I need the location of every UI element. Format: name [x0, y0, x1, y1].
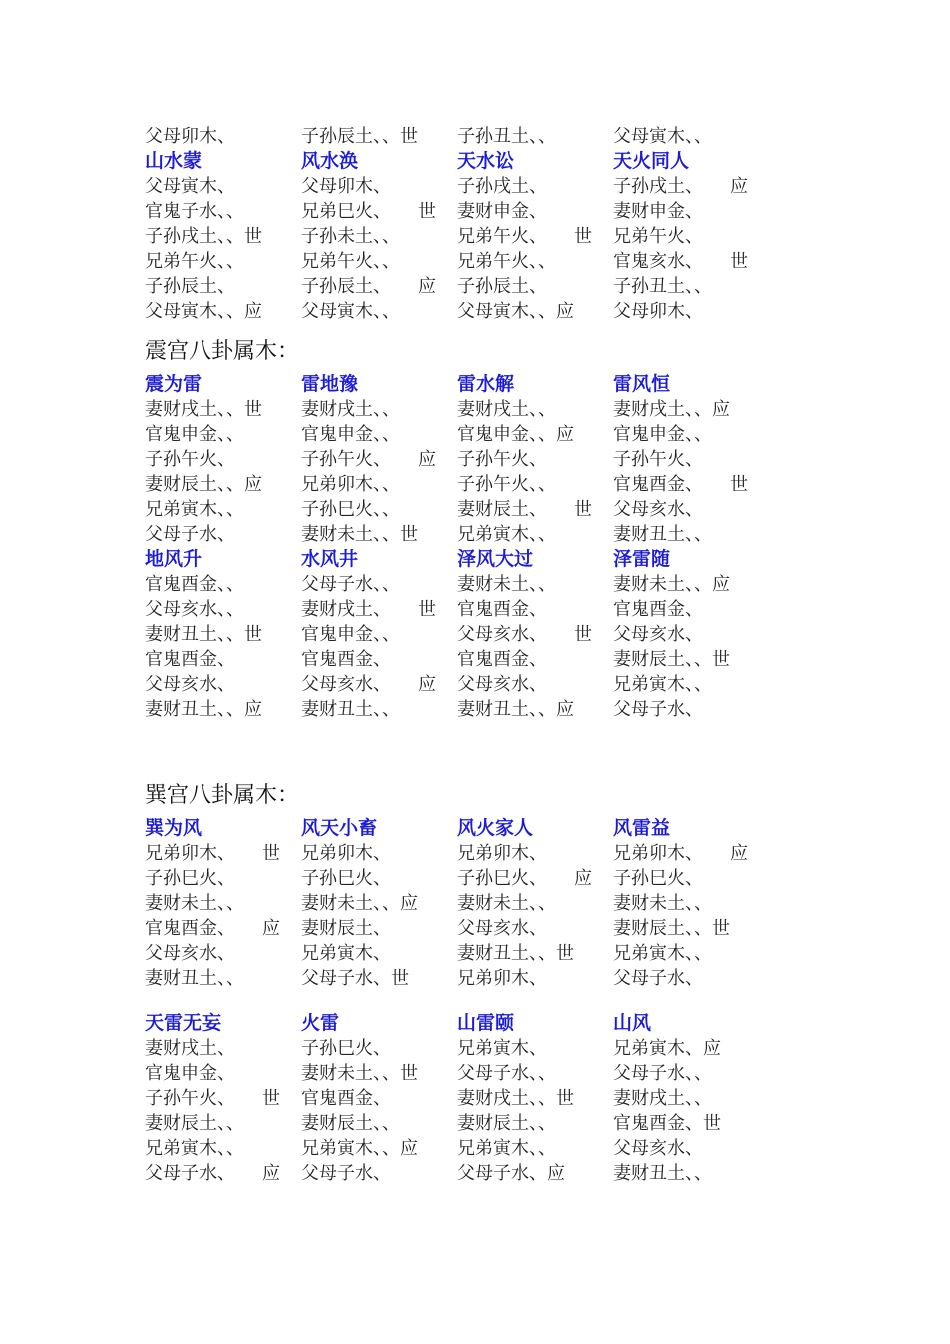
line-text: 父母子水、: [301, 1163, 391, 1184]
line-text: 子孙辰土、: [145, 276, 235, 297]
line-text: 父母卯木、: [613, 301, 703, 322]
line-text: 子孙辰土、 应: [301, 276, 436, 297]
line-text: 父母子水、、: [457, 1063, 556, 1084]
hexagram-name: 山水蒙: [145, 150, 203, 172]
line-text: 兄弟寅木、、: [457, 524, 556, 545]
line-text: 父母子水、: [613, 699, 703, 720]
hexagram-name: 山风: [613, 1012, 652, 1034]
hexagram-name: 地风升: [145, 548, 203, 570]
line-text: 兄弟午火、、: [145, 251, 244, 272]
line-text: 父母子水、、: [301, 574, 400, 595]
hexagram-name: 泽雷随: [613, 548, 671, 570]
hexagram-name: 风火家人: [457, 817, 534, 839]
line-text: 子孙戌土、: [457, 176, 547, 197]
line-text: 子孙午火、 应: [301, 449, 436, 470]
line-text: 官鬼申金、: [145, 1063, 235, 1084]
line-text: 子孙辰土、、世: [301, 126, 418, 147]
line-text: 父母亥水、: [145, 943, 235, 964]
line-text: 兄弟午火、、: [301, 251, 400, 272]
line-text: 兄弟巳火、 世: [301, 201, 436, 222]
hexagram-name: 天雷无妄: [145, 1012, 222, 1034]
hexagram-block-3: [145, 547, 785, 722]
line-text: 兄弟寅木、、应: [301, 1138, 418, 1159]
line-text: 子孙丑土、、: [457, 126, 556, 147]
line-text: 子孙辰土、: [457, 276, 547, 297]
line-text: 官鬼亥水、 世: [613, 251, 748, 272]
hexagram-name: 风水涣: [301, 150, 359, 172]
hexagram-name: 雷水解: [457, 373, 515, 395]
line-text: 妻财未土、、: [145, 893, 244, 914]
line-text: 子孙巳火、: [613, 868, 703, 889]
line-text: 兄弟午火、: [613, 226, 703, 247]
line-text: 官鬼酉金、 应: [145, 918, 280, 939]
line-text: 子孙巳火、: [301, 1038, 391, 1059]
line-text: 兄弟寅木、、: [613, 674, 712, 695]
line-text: 父母亥水、 应: [301, 674, 436, 695]
line-text: 官鬼申金、、应: [457, 424, 574, 445]
line-text: 父母卯木、: [301, 176, 391, 197]
line-text: 父母亥水、、: [145, 599, 244, 620]
line-text: 妻财未土、、世: [301, 524, 418, 545]
hexagram-name: 风天小畜: [301, 817, 378, 839]
hexagram-name: 雷地豫: [301, 373, 359, 395]
document-page: [145, 124, 785, 1186]
line-text: 兄弟午火、、: [457, 251, 556, 272]
line-text: 妻财未土、、: [457, 574, 556, 595]
line-text: 子孙戌土、 应: [613, 176, 748, 197]
line-text: 父母寅木、、: [301, 301, 400, 322]
line-text: 妻财丑土、、应: [145, 699, 262, 720]
hexagram-name: 天水讼: [457, 150, 515, 172]
line-text: 官鬼酉金、: [457, 649, 547, 670]
line-text: 妻财戌土、: [145, 1038, 235, 1059]
line-text: 父母寅木、、: [613, 126, 712, 147]
line-text: 妻财戌土、、世: [145, 399, 262, 420]
line-text: 父母亥水、: [613, 1138, 703, 1159]
hexagram-name: 火雷: [301, 1012, 340, 1034]
hexagram-name: 天火同人: [613, 150, 690, 172]
line-text: 妻财戌土、、世: [457, 1088, 574, 1109]
hexagram-block-4: [145, 816, 785, 991]
line-text: 妻财丑土、、: [301, 699, 400, 720]
line-text: 妻财未土、、应: [301, 893, 418, 914]
spacer: [145, 991, 785, 1011]
line-text: 父母子水、 应: [145, 1163, 280, 1184]
line-text: 妻财丑土、、世: [145, 624, 262, 645]
line-text: 官鬼酉金、世: [613, 1113, 721, 1134]
line-text: 父母亥水、: [613, 499, 703, 520]
line-text: 官鬼酉金、、: [145, 574, 244, 595]
line-text: 妻财辰土、、世: [613, 649, 730, 670]
line-text: 妻财申金、: [457, 201, 547, 222]
line-text: 子孙戌土、、世: [145, 226, 262, 247]
hexagram-name: 风雷益: [613, 817, 671, 839]
line-text: 官鬼酉金、: [301, 1088, 391, 1109]
line-text: 妻财辰土、: [301, 918, 391, 939]
line-text: 妻财丑土、、: [613, 1163, 712, 1184]
line-text: 妻财戌土、、: [457, 399, 556, 420]
line-text: 子孙午火、 世: [145, 1088, 280, 1109]
line-text: 兄弟寅木、应: [613, 1038, 721, 1059]
line-text: 兄弟寅木、、: [145, 1138, 244, 1159]
line-text: 兄弟寅木、、: [457, 1138, 556, 1159]
line-text: 妻财丑土、、应: [457, 699, 574, 720]
top-row: [145, 124, 785, 149]
line-text: 妻财丑土、、: [145, 968, 244, 989]
line-text: 子孙未土、、: [301, 226, 400, 247]
line-text: 妻财戌土、、: [613, 1088, 712, 1109]
hexagram-block-2: [145, 372, 785, 547]
line-text: 官鬼申金、、: [301, 424, 400, 445]
line-text: 父母亥水、: [613, 624, 703, 645]
line-text: 子孙午火、: [613, 449, 703, 470]
line-text: 父母卯木、: [145, 126, 235, 147]
line-text: 官鬼申金、、: [613, 424, 712, 445]
line-text: 子孙午火、: [457, 449, 547, 470]
line-text: 父母子水、: [145, 524, 235, 545]
line-text: 子孙巳火、: [145, 868, 235, 889]
line-text: 父母寅木、、应: [145, 301, 262, 322]
spacer: [145, 722, 785, 768]
line-text: 官鬼酉金、: [145, 649, 235, 670]
hexagram-block-1: [145, 149, 785, 324]
line-text: 子孙午火、、: [457, 474, 556, 495]
line-text: 妻财辰土、、世: [613, 918, 730, 939]
line-text: 官鬼子水、、: [145, 201, 244, 222]
line-text: 兄弟卯木、: [301, 843, 391, 864]
line-text: 妻财戌土、 世: [301, 599, 436, 620]
hexagram-name: 震为雷: [145, 373, 203, 395]
line-text: 父母亥水、: [145, 674, 235, 695]
line-text: 子孙巳火、 应: [457, 868, 592, 889]
line-text: 官鬼酉金、: [301, 649, 391, 670]
line-text: 父母寅木、: [145, 176, 235, 197]
line-text: 父母寅木、、应: [457, 301, 574, 322]
line-text: 官鬼酉金、 世: [613, 474, 748, 495]
line-text: 父母亥水、 世: [457, 624, 592, 645]
line-text: 子孙午火、: [145, 449, 235, 470]
line-text: 子孙巳火、、: [301, 499, 400, 520]
line-text: 兄弟卯木、 世: [145, 843, 280, 864]
section-heading-zhen: 震宫八卦属木：: [145, 339, 300, 364]
line-text: 兄弟寅木、: [301, 943, 391, 964]
line-text: 父母子水、: [613, 968, 703, 989]
line-text: 妻财未土、、世: [301, 1063, 418, 1084]
line-text: 父母亥水、: [457, 918, 547, 939]
hexagram-name: 雷风恒: [613, 373, 671, 395]
line-text: 妻财辰土、、: [457, 1113, 556, 1134]
line-text: 妻财丑土、、世: [457, 943, 574, 964]
line-text: 官鬼申金、、: [145, 424, 244, 445]
line-text: 妻财戌土、、应: [613, 399, 730, 420]
hexagram-name: 巽为风: [145, 817, 203, 839]
hexagram-name: 山雷颐: [457, 1012, 515, 1034]
line-text: 父母子水、应: [457, 1163, 565, 1184]
line-text: 妻财辰土、 世: [457, 499, 592, 520]
line-text: 妻财申金、: [613, 201, 703, 222]
hexagram-name: 水风井: [301, 548, 359, 570]
line-text: 官鬼酉金、: [457, 599, 547, 620]
line-text: 妻财辰土、、应: [145, 474, 262, 495]
line-text: 父母子水、、: [613, 1063, 712, 1084]
line-text: 妻财未土、、: [613, 893, 712, 914]
line-text: 兄弟寅木、、: [613, 943, 712, 964]
line-text: 兄弟寅木、: [457, 1038, 547, 1059]
line-text: 妻财戌土、、: [301, 399, 400, 420]
line-text: 兄弟卯木、: [457, 843, 547, 864]
line-text: 兄弟卯木、、: [301, 474, 400, 495]
line-text: 妻财未土、、: [457, 893, 556, 914]
line-text: 兄弟午火、 世: [457, 226, 592, 247]
line-text: 妻财丑土、、: [613, 524, 712, 545]
hexagram-block-5: [145, 1011, 785, 1186]
line-text: 兄弟寅木、、: [145, 499, 244, 520]
line-text: 子孙巳火、: [301, 868, 391, 889]
line-text: 兄弟卯木、 应: [613, 843, 748, 864]
line-text: 官鬼酉金、: [613, 599, 703, 620]
line-text: 妻财辰土、、: [145, 1113, 244, 1134]
section-heading-xun: 巽宫八卦属木：: [145, 783, 300, 808]
line-text: 父母子水、世: [301, 968, 409, 989]
line-text: 妻财未土、、应: [613, 574, 730, 595]
line-text: 妻财辰土、、: [301, 1113, 400, 1134]
line-text: 父母亥水、: [457, 674, 547, 695]
hexagram-name: 泽风大过: [457, 548, 534, 570]
line-text: 兄弟卯木、: [457, 968, 547, 989]
line-text: 子孙丑土、、: [613, 276, 712, 297]
line-text: 官鬼申金、、: [301, 624, 400, 645]
